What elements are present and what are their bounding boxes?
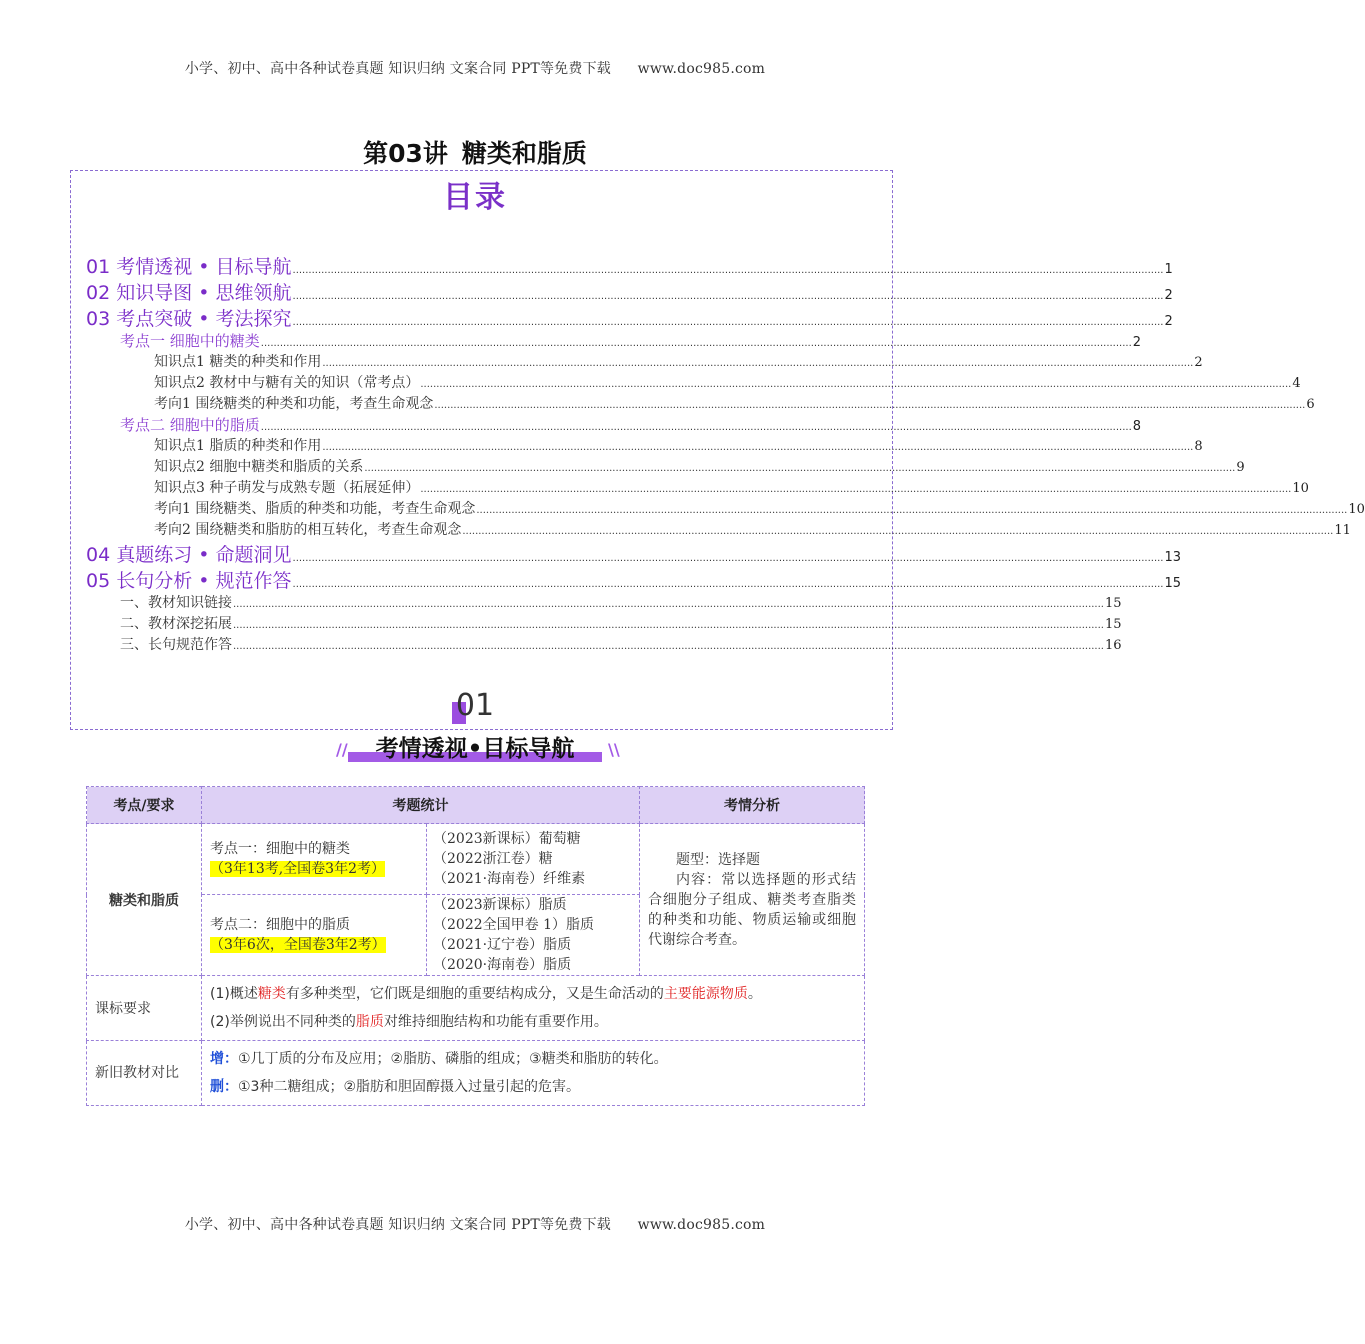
toc-entry-label: 考点二 细胞中的脂质	[120, 416, 260, 434]
removed-label: 删：	[210, 1079, 238, 1095]
knowledge-point-count: （3年6次，全国卷3年2考）	[210, 937, 386, 953]
toc-entry-label: 05 长句分析 • 规范作答	[86, 570, 292, 592]
compare-label: 新旧教材对比	[87, 1041, 202, 1106]
footer-text: 小学、初中、高中各种试卷真题 知识归纳 文案合同 PPT等免费下载	[184, 1217, 611, 1233]
added-content	[210, 1045, 856, 1073]
toc-entry[interactable]	[86, 456, 1245, 477]
toc-entry-page: 2	[1194, 355, 1203, 370]
knowledge-point-label: 考点二：细胞中的脂质	[210, 917, 350, 933]
table-row	[87, 824, 865, 895]
exam-stat: （2023新课标）葡萄糖	[433, 831, 581, 847]
column-header: 考点/要求	[87, 787, 202, 824]
toc-entry-page: 10	[1292, 481, 1309, 496]
toc-heading: 目录	[443, 180, 507, 215]
document-title	[0, 134, 950, 170]
toc-leader: ..................................................................................................................................................................................................................................................................................	[233, 641, 1104, 652]
toc-entry-label: 04 真题练习 • 命题洞见	[86, 544, 292, 566]
toc-entry[interactable]	[86, 330, 1142, 351]
added-label: 增：	[210, 1051, 238, 1067]
page-header	[0, 58, 950, 78]
requirement-2	[210, 1008, 856, 1036]
toc-entry-label: 二、教材深挖拓展	[120, 616, 232, 632]
toc-entry-label: 考向1 围绕糖类、脂质的种类和功能，考查生命观念	[154, 501, 476, 517]
page-footer	[0, 1214, 950, 1234]
toc-entry-page: 1	[1164, 262, 1173, 277]
toc-leader: ..................................................................................................................................................................................................................................................................................	[260, 422, 1132, 433]
table-row	[87, 1041, 865, 1106]
toc-leader: ..................................................................................................................................................................................................................................................................................	[292, 265, 1164, 276]
toc-entry-page: 6	[1306, 397, 1315, 412]
header-text: 小学、初中、高中各种试卷真题 知识归纳 文案合同 PPT等免费下载	[184, 61, 611, 77]
toc-entry-page: 11	[1334, 523, 1351, 538]
requirement-text: 有多种类型，它们既是细胞的重要结构成分，又是生命活动的	[285, 986, 664, 1002]
toc-leader: ..................................................................................................................................................................................................................................................................................	[322, 358, 1194, 369]
exam-stat: （2020·海南卷）脂质	[433, 957, 572, 973]
requirement-text: (2)举例说出不同种类的	[210, 1014, 356, 1030]
toc-entry-label: 02 知识导图 • 思维领航	[86, 282, 292, 304]
toc-entry[interactable]	[86, 566, 1182, 592]
toc-entry[interactable]	[86, 252, 1173, 278]
curriculum-requirements	[202, 976, 865, 1041]
toc-leader: ..................................................................................................................................................................................................................................................................................	[260, 338, 1132, 349]
toc-entry-label: 考向2 围绕糖类和脂肪的相互转化，考查生命观念	[154, 522, 462, 538]
toc-entry-label: 考向1 围绕糖类的种类和功能，考查生命观念	[154, 396, 434, 412]
toc-entry[interactable]	[86, 498, 1365, 519]
column-header: 考题统计	[202, 787, 640, 824]
toc-leader: ..................................................................................................................................................................................................................................................................................	[420, 484, 1292, 495]
toc-entry[interactable]	[86, 477, 1309, 498]
toc-leader: ..................................................................................................................................................................................................................................................................................	[322, 442, 1194, 453]
toc-entry-page: 16	[1104, 638, 1122, 653]
toc-entry-label: 考点一 细胞中的糖类	[120, 332, 260, 350]
toc-entry[interactable]	[86, 278, 1173, 304]
textbook-comparison	[202, 1041, 865, 1106]
toc-entry-page: 4	[1292, 376, 1301, 391]
knowledge-point-count: （3年13考,全国卷3年2考）	[210, 861, 385, 877]
exam-stat: （2021·海南卷）纤维素	[433, 871, 586, 887]
table-row	[87, 976, 865, 1041]
header-site-link[interactable]: www.doc985.com	[637, 61, 766, 77]
left-slash-decoration: //	[336, 740, 348, 759]
toc-entry-page: 2	[1132, 335, 1142, 350]
curriculum-label: 课标要求	[87, 976, 202, 1041]
column-header: 考情分析	[640, 787, 865, 824]
toc-entry[interactable]	[86, 435, 1203, 456]
toc-leader: ..................................................................................................................................................................................................................................................................................	[233, 599, 1104, 610]
topic-cell: 糖类和脂质	[87, 824, 202, 976]
footer-site-link[interactable]: www.doc985.com	[637, 1217, 766, 1233]
toc-leader: ..................................................................................................................................................................................................................................................................................	[462, 526, 1334, 537]
toc-entry-label: 知识点1 脂质的种类和作用	[154, 438, 322, 454]
lecture-number: 第03讲	[363, 139, 448, 168]
toc-entry-page: 9	[1236, 460, 1245, 475]
analysis-type: 题型：选择题	[676, 851, 760, 868]
table-header-row	[87, 787, 865, 824]
toc-leader: ..................................................................................................................................................................................................................................................................................	[476, 505, 1348, 516]
analysis-content-text: 内容：常以选择题的形式结合细胞分子组成、糖类考查脂类的种类和功能、物质运输或细胞代谢综合考查。	[648, 871, 856, 948]
toc-entry[interactable]	[86, 613, 1122, 634]
exam-stat: （2022全国甲卷 1）脂质	[433, 917, 594, 933]
analysis-cell	[640, 824, 865, 976]
toc-leader: ..................................................................................................................................................................................................................................................................................	[292, 317, 1164, 328]
toc-entry-label: 03 考点突破 • 考法探究	[86, 308, 292, 330]
toc-entry[interactable]	[86, 372, 1301, 393]
toc-entry-page: 2	[1164, 288, 1173, 303]
toc-entry-label: 01 考情透视 • 目标导航	[86, 256, 292, 278]
exam-stat: （2022浙江卷）糖	[433, 851, 553, 867]
toc-entry-page: 15	[1104, 617, 1122, 632]
toc-entry-label: 知识点3 种子萌发与成熟专题（拓展延伸）	[154, 480, 420, 496]
toc-entry-page: 15	[1104, 596, 1122, 611]
exam-stats-2	[427, 895, 640, 976]
requirement-text: 。	[747, 986, 762, 1002]
requirement-keyword: 主要能源物质	[663, 986, 748, 1002]
toc-entry[interactable]	[86, 540, 1182, 566]
toc-entry-page: 15	[1164, 576, 1182, 591]
toc-leader: ..................................................................................................................................................................................................................................................................................	[233, 620, 1104, 631]
toc-entry[interactable]	[86, 351, 1203, 372]
exam-stat: （2021·辽宁卷）脂质	[433, 937, 572, 953]
toc-entry[interactable]	[86, 304, 1173, 330]
toc-leader: ..................................................................................................................................................................................................................................................................................	[292, 291, 1164, 302]
section-banner	[0, 730, 950, 764]
toc-leader: ..................................................................................................................................................................................................................................................................................	[364, 463, 1236, 474]
section-number: 01	[455, 688, 495, 723]
toc-entry-page: 8	[1132, 419, 1142, 434]
table-of-contents	[86, 252, 1365, 655]
added-text: ①几丁质的分布及应用；②脂肪、磷脂的组成；③糖类和脂肪的转化。	[238, 1051, 668, 1067]
toc-leader: ..................................................................................................................................................................................................................................................................................	[434, 400, 1306, 411]
requirement-keyword: 脂质	[355, 1014, 384, 1030]
lecture-topic: 糖类和脂质	[461, 139, 587, 168]
exam-analysis-table	[86, 786, 865, 1106]
toc-entry-label: 知识点2 细胞中糖类和脂质的关系	[154, 459, 364, 475]
requirement-text: 对维持细胞结构和功能有重要作用。	[383, 1014, 608, 1030]
right-slash-decoration: \\	[608, 740, 620, 759]
toc-entry-label: 知识点1 糖类的种类和作用	[154, 354, 322, 370]
requirement-1	[210, 980, 856, 1008]
requirement-keyword: 糖类	[257, 986, 286, 1002]
toc-entry-label: 三、长句规范作答	[120, 637, 232, 653]
toc-entry-page: 8	[1194, 439, 1203, 454]
toc-entry-label: 知识点2 教材中与糖有关的知识（常考点）	[154, 375, 420, 391]
toc-entry[interactable]	[86, 414, 1142, 435]
toc-entry-page: 10	[1348, 502, 1365, 517]
toc-leader: ..................................................................................................................................................................................................................................................................................	[420, 379, 1292, 390]
toc-entry-page: 2	[1164, 314, 1173, 329]
requirement-text: (1)概述	[210, 986, 258, 1002]
exam-stat: （2023新课标）脂质	[433, 897, 567, 913]
toc-entry[interactable]	[86, 634, 1122, 655]
section-title: 考情透视•目标导航	[375, 736, 575, 762]
toc-leader: ..................................................................................................................................................................................................................................................................................	[292, 579, 1164, 590]
knowledge-point-1	[202, 824, 427, 895]
removed-content	[210, 1073, 856, 1101]
exam-stats-1	[427, 824, 640, 895]
analysis-content	[648, 870, 856, 950]
toc-entry[interactable]	[86, 519, 1351, 540]
knowledge-point-label: 考点一：细胞中的糖类	[210, 841, 350, 857]
removed-text: ①3种二糖组成；②脂肪和胆固醇摄入过量引起的危害。	[238, 1079, 581, 1095]
toc-leader: ..................................................................................................................................................................................................................................................................................	[292, 553, 1164, 564]
toc-entry-label: 一、教材知识链接	[120, 595, 232, 611]
knowledge-point-2	[202, 895, 427, 976]
toc-entry-page: 13	[1164, 550, 1182, 565]
toc-entry[interactable]	[86, 592, 1122, 613]
toc-entry[interactable]	[86, 393, 1315, 414]
